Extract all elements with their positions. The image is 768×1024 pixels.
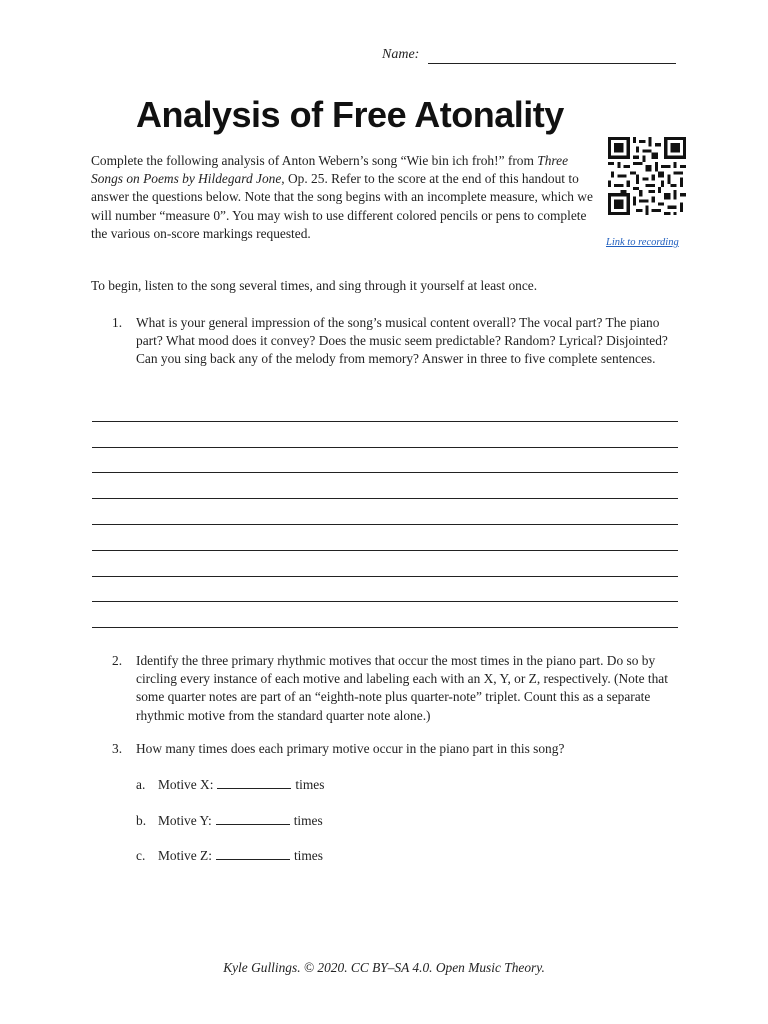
answer-line[interactable] xyxy=(92,422,678,448)
answer-line[interactable] xyxy=(92,396,678,422)
answer-line[interactable] xyxy=(92,499,678,525)
question-text: What is your general impression of the song’s musical content overall? The vocal part? The piano part? What mood does it convey? Does the music seem predictable? Random? Lyrical? Disjointed? Can you sing back any of the melody from memory? Answer in three to five complete sentences. xyxy=(136,315,668,367)
motive-y-item xyxy=(136,811,323,829)
answer-lines[interactable] xyxy=(92,396,678,628)
answer-line[interactable] xyxy=(92,473,678,499)
item-letter: c. xyxy=(136,848,146,863)
begin-instruction: To begin, listen to the song several times, and sing through it yourself at least once. xyxy=(91,278,538,293)
motive-z-blank[interactable] xyxy=(216,846,290,860)
item-letter: a. xyxy=(136,777,146,792)
item-letter: b. xyxy=(136,813,147,828)
footer-credit: Kyle Gullings. © 2020. CC BY–SA 4.0. Open Music Theory. xyxy=(223,960,545,975)
motive-suffix: times xyxy=(293,848,323,863)
answer-line[interactable] xyxy=(92,551,678,577)
recording-link[interactable]: Link to recording xyxy=(606,237,679,248)
name-label: Name: xyxy=(382,47,420,62)
motive-suffix: times xyxy=(293,813,323,828)
motive-x-blank[interactable] xyxy=(217,775,291,789)
motive-label: Motive Y: xyxy=(158,813,212,828)
intro-paragraph xyxy=(91,152,601,243)
motive-y-blank[interactable] xyxy=(216,811,290,825)
motive-z-item xyxy=(136,846,323,864)
intro-rest: , Op. 25. Refer to the score at the end of this handout to answer the questions below. Note that the song begins with an incomplete measure, which we will number “measure 0”. You may wish to use different colored pencils or pens to complete the various on-score markings requested. xyxy=(91,171,593,241)
qr-code-icon xyxy=(608,137,686,215)
question-2 xyxy=(112,652,672,725)
motive-suffix: times xyxy=(295,777,325,792)
intro-lead: Complete the following analysis of Anton Webern’s song “Wie bin ich froh!” from xyxy=(91,153,534,168)
name-field[interactable] xyxy=(428,47,676,64)
question-number: 1. xyxy=(112,315,123,330)
answer-line[interactable] xyxy=(92,602,678,628)
question-number: 2. xyxy=(112,653,123,668)
question-1 xyxy=(112,314,672,369)
motive-x-item xyxy=(136,775,324,793)
motive-label: Motive X: xyxy=(158,777,214,792)
question-number: 3. xyxy=(112,741,123,756)
answer-line[interactable] xyxy=(92,448,678,474)
answer-line[interactable] xyxy=(92,577,678,603)
page-title: Analysis of Free Atonality xyxy=(136,94,564,135)
question-text: How many times does each primary motive occur in the piano part in this song? xyxy=(136,741,565,756)
question-text: Identify the three primary rhythmic motives that occur the most times in the piano part. Do so by circling every instance of each motive and labeling each with an X, Y, or Z, respectively. (Note that some quarter notes are part of an “eighth-note plus quarter-note” triplet. Count this as a separate rhythmic motive from the standard quarter note alone.) xyxy=(136,653,668,723)
motive-label: Motive Z: xyxy=(158,848,212,863)
question-3 xyxy=(112,740,672,758)
answer-line[interactable] xyxy=(92,525,678,551)
intro-work-title: Three Songs on Poems by Hildegard Jone xyxy=(91,153,569,187)
